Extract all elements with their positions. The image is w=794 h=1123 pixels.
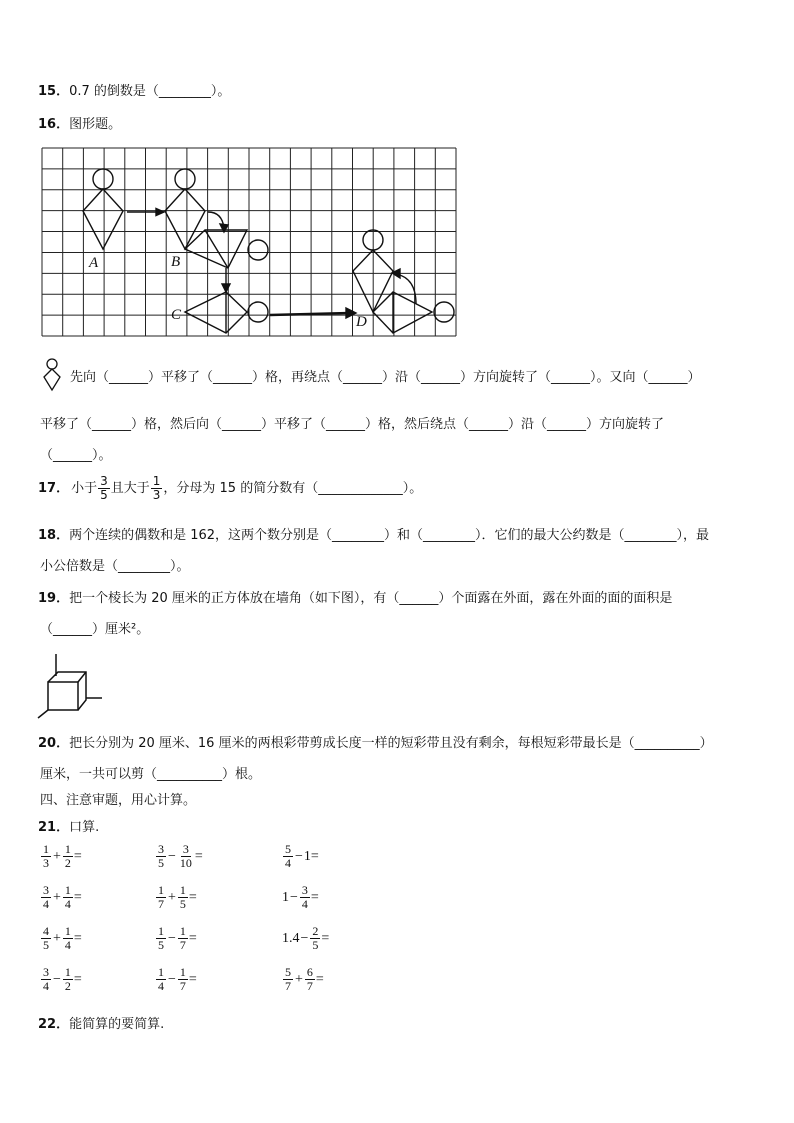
calc-item bbox=[155, 966, 197, 993]
cube-in-corner-figure bbox=[36, 654, 106, 720]
fraction bbox=[151, 475, 163, 502]
shape-a bbox=[83, 169, 123, 249]
fraction bbox=[63, 843, 73, 870]
numerator: 1 bbox=[179, 883, 186, 897]
rotation-arrow-d bbox=[392, 269, 416, 304]
equals-sign: = bbox=[315, 971, 324, 987]
equals-sign: = bbox=[194, 848, 203, 864]
numerator: 5 bbox=[285, 842, 291, 856]
question-20-line-2: 厘米，一共可以剪（__________）根。 bbox=[40, 767, 262, 782]
numerator: 5 bbox=[285, 965, 291, 979]
fraction bbox=[156, 925, 166, 952]
numerator: 1 bbox=[64, 883, 71, 897]
calc-item bbox=[282, 966, 324, 993]
question-20 bbox=[38, 736, 713, 752]
denominator: 7 bbox=[179, 979, 186, 993]
numerator: 3 bbox=[43, 883, 49, 897]
numerator: 1 bbox=[158, 924, 164, 938]
operator: − bbox=[168, 971, 176, 987]
rotation-arrow-b bbox=[208, 212, 228, 232]
equals-sign: = bbox=[73, 930, 82, 946]
numerator: 2 bbox=[312, 924, 319, 938]
equals-sign: = bbox=[310, 889, 319, 905]
equals-sign: = bbox=[188, 889, 197, 905]
denominator: 7 bbox=[285, 979, 291, 993]
denominator: 5 bbox=[43, 938, 49, 952]
fraction bbox=[283, 966, 293, 993]
calc-item bbox=[155, 925, 197, 952]
fraction bbox=[63, 925, 73, 952]
calc-item bbox=[282, 925, 329, 952]
question-number: 18． bbox=[38, 528, 70, 543]
operator: − bbox=[53, 971, 61, 987]
question-text: 0.7 的倒数是（________）。 bbox=[69, 84, 231, 99]
numerator: 1 bbox=[158, 883, 164, 897]
denominator: 2 bbox=[64, 856, 71, 870]
shape-b bbox=[165, 169, 268, 268]
calc-item bbox=[40, 843, 82, 870]
equals-sign: = bbox=[188, 930, 197, 946]
fraction bbox=[283, 843, 293, 870]
operator: + bbox=[53, 848, 61, 864]
equals-sign: = bbox=[73, 848, 82, 864]
small-shape-icon bbox=[40, 358, 64, 392]
question-text: ，分母为 15 的简分数有（_____________）。 bbox=[163, 480, 423, 496]
arrow-c-to-d bbox=[270, 308, 356, 318]
fraction bbox=[63, 884, 73, 911]
denominator: 4 bbox=[285, 856, 291, 870]
denominator: 5 bbox=[158, 856, 164, 870]
denominator: 2 bbox=[64, 979, 71, 993]
denominator: 4 bbox=[64, 938, 71, 952]
question-number: 20． bbox=[38, 736, 70, 751]
fraction bbox=[178, 966, 188, 993]
fraction bbox=[178, 884, 188, 911]
transformation-grid-figure bbox=[40, 146, 458, 338]
question-17 bbox=[38, 475, 422, 502]
fraction bbox=[41, 966, 51, 993]
question-text: 且大于 bbox=[110, 480, 150, 496]
calc-item bbox=[40, 966, 82, 993]
calc-item bbox=[282, 843, 319, 870]
denominator: 4 bbox=[158, 979, 164, 993]
question-number: 17． bbox=[38, 480, 70, 496]
denominator: 4 bbox=[64, 897, 71, 911]
question-18 bbox=[38, 528, 709, 544]
question-text: 把一个棱长为 20 厘米的正方体放在墙角（如下图），有（______）个面露在外面，露在外面的面的面积是 bbox=[69, 591, 673, 606]
question-number: 15． bbox=[38, 84, 70, 99]
fraction bbox=[178, 925, 188, 952]
denominator: 5 bbox=[312, 938, 319, 952]
operator: − bbox=[168, 930, 176, 946]
numerator: 1 bbox=[152, 474, 161, 488]
numerator: 1 bbox=[64, 965, 71, 979]
denominator: 10 bbox=[179, 856, 192, 870]
fraction bbox=[300, 884, 310, 911]
fraction bbox=[156, 884, 166, 911]
fraction bbox=[310, 925, 320, 952]
calc-item bbox=[40, 925, 82, 952]
calc-item bbox=[40, 884, 82, 911]
question-16-line-3: （______）。 bbox=[40, 448, 112, 463]
question-number: 22． bbox=[38, 1017, 70, 1032]
fraction bbox=[41, 884, 51, 911]
fraction bbox=[41, 925, 51, 952]
denominator: 5 bbox=[179, 897, 186, 911]
denominator: 7 bbox=[158, 897, 164, 911]
numerator: 3 bbox=[182, 842, 189, 856]
denominator: 4 bbox=[301, 897, 308, 911]
fraction bbox=[41, 843, 51, 870]
denominator: 7 bbox=[179, 938, 186, 952]
numerator: 1 bbox=[179, 965, 186, 979]
calc-item bbox=[155, 884, 197, 911]
numerator: 1 bbox=[179, 924, 186, 938]
numerator: 3 bbox=[100, 474, 108, 488]
numerator: 3 bbox=[301, 883, 308, 897]
question-text: 两个连续的偶数和是 162，这两个数分别是（________）和（________）．它们的最大公约数是（________），最 bbox=[69, 528, 710, 543]
numerator: 1 bbox=[43, 842, 49, 856]
denominator: 7 bbox=[306, 979, 313, 993]
numerator: 3 bbox=[158, 842, 164, 856]
operator: + bbox=[53, 889, 61, 905]
fraction bbox=[156, 966, 166, 993]
equals-sign: = bbox=[73, 889, 82, 905]
equals-sign: = bbox=[321, 930, 330, 946]
denominator: 4 bbox=[43, 897, 49, 911]
question-21 bbox=[38, 820, 99, 836]
denominator: 4 bbox=[43, 979, 49, 993]
whole-number: 1 bbox=[303, 848, 311, 864]
denominator: 3 bbox=[43, 856, 49, 870]
question-text: 图形题。 bbox=[69, 117, 122, 132]
question-text: 口算. bbox=[69, 820, 100, 835]
operator: − bbox=[295, 848, 303, 864]
numerator: 1 bbox=[64, 842, 71, 856]
numerator: 6 bbox=[306, 965, 313, 979]
equals-sign: = bbox=[310, 848, 319, 864]
question-text: 小于 bbox=[71, 480, 98, 496]
operator: + bbox=[168, 889, 176, 905]
question-text: 把长分别为 20 厘米、16 厘米的两根彩带剪成长度一样的短彩带且没有剩余，每根短彩带最长是（__________） bbox=[69, 736, 713, 751]
shape-d bbox=[353, 230, 454, 333]
question-16 bbox=[38, 117, 121, 133]
fraction bbox=[305, 966, 315, 993]
question-number: 16． bbox=[38, 117, 70, 132]
numerator: 1 bbox=[64, 924, 71, 938]
shape-c bbox=[185, 292, 268, 333]
fraction bbox=[98, 475, 110, 502]
label-b: B bbox=[171, 254, 181, 270]
question-16-line-2: 平移了（______）格，然后向（______）平移了（______）格，然后绕点（______）沿（______）方向旋转了 bbox=[40, 417, 665, 432]
question-15 bbox=[38, 84, 230, 100]
label-c: C bbox=[171, 307, 182, 323]
equals-sign: = bbox=[73, 971, 82, 987]
whole-number: 1 bbox=[282, 889, 289, 905]
question-19 bbox=[38, 591, 672, 607]
numerator: 4 bbox=[43, 924, 49, 938]
operator: + bbox=[295, 971, 303, 987]
numerator: 3 bbox=[43, 965, 49, 979]
question-text: 能简算的要简算. bbox=[69, 1017, 165, 1032]
denominator: 3 bbox=[152, 488, 161, 502]
equals-sign: = bbox=[188, 971, 197, 987]
question-number: 21． bbox=[38, 820, 70, 835]
operator: − bbox=[168, 848, 176, 864]
denominator: 5 bbox=[158, 938, 164, 952]
label-d: D bbox=[356, 314, 367, 330]
fraction bbox=[63, 966, 73, 993]
operator: − bbox=[300, 930, 309, 946]
section-heading: 四、注意审题，用心计算。 bbox=[40, 793, 197, 808]
fraction bbox=[156, 843, 166, 870]
denominator: 5 bbox=[100, 488, 108, 502]
question-number: 19． bbox=[38, 591, 70, 606]
operator: − bbox=[290, 889, 298, 905]
whole-number: 1.4 bbox=[282, 930, 300, 946]
question-16-line-1: 先向（______）平移了（______）格，再绕点（______）沿（______）方向旋转了（______）。又向（______） bbox=[70, 370, 701, 385]
calc-item bbox=[282, 884, 319, 911]
question-22 bbox=[38, 1017, 164, 1033]
question-19-line-2: （______）厘米²。 bbox=[40, 622, 150, 637]
calc-item bbox=[155, 843, 203, 870]
label-a: A bbox=[89, 255, 99, 271]
operator: + bbox=[53, 930, 61, 946]
fraction bbox=[178, 843, 194, 870]
numerator: 1 bbox=[158, 965, 164, 979]
question-18-line-2: 小公倍数是（________）。 bbox=[40, 559, 190, 574]
